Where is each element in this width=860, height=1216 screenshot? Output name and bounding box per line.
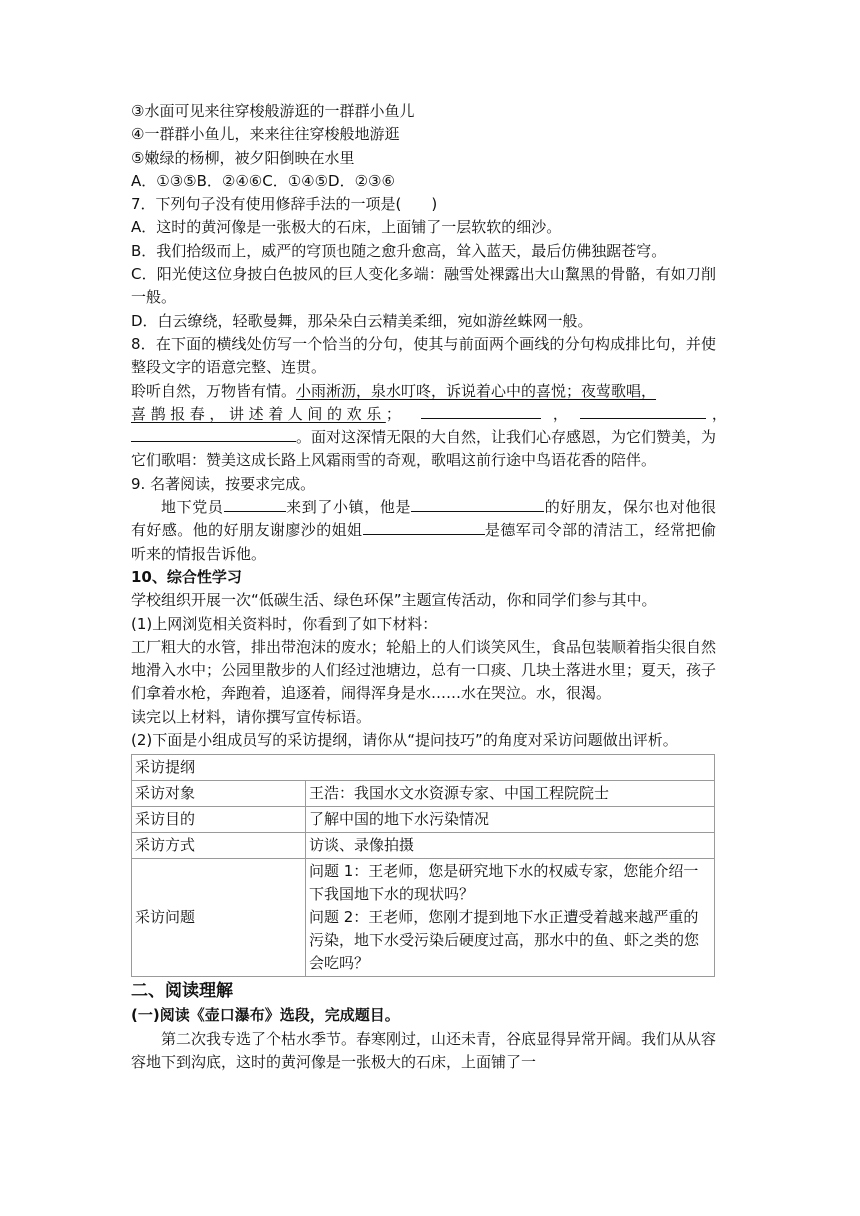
q10-ask: 读完以上材料，请你撰写宣传标语。 — [131, 707, 372, 726]
q9-text-1: 地下党员 — [161, 498, 224, 517]
q8-line2 — [131, 403, 727, 426]
q9-blank-2[interactable] — [411, 497, 544, 512]
q9-blank-1[interactable] — [224, 497, 286, 512]
table-value: 访谈、录像拍摄 — [306, 833, 715, 859]
document-page — [131, 100, 727, 1074]
table-row — [132, 833, 715, 859]
option-4: ④一群群小鱼儿，来来往往穿梭般地游逛 — [131, 125, 400, 144]
q9-text-4: 是德军司令部的清洁工，经常把偷听来的情报告诉他。 — [131, 521, 716, 563]
q9-passage — [131, 496, 716, 566]
q8-blank-1[interactable] — [421, 404, 541, 419]
q9-text-2: 来到了小镇，他是 — [285, 498, 412, 517]
q10-title: 10、综合性学习 — [131, 567, 242, 586]
option-3: ③水面可见来往穿梭般游逛的一群群小鱼儿 — [131, 102, 415, 120]
section2-title: 二、阅读理解 — [131, 981, 233, 1002]
table-value: 了解中国的地下水污染情况 — [306, 807, 715, 833]
interview-question-1: 问题 1：王老师，您是研究地下水的权威专家，您能介绍一下我国地下水的现状吗？ — [309, 862, 699, 904]
q8-line1 — [131, 380, 716, 403]
q7-option-b: B．我们拾级而上，威严的穹顶也随之愈升愈高，耸入蓝天，最后仿佛独踞苍穹。 — [131, 241, 667, 260]
q8-comma-2: ， — [711, 404, 727, 423]
table-key: 采访方式 — [132, 833, 306, 859]
q7-option-d: D．白云缭绕，轻歌曼舞，那朵朵白云精美柔细，宛如游丝蛛网一般。 — [131, 311, 593, 330]
table-key: 采访目的 — [132, 807, 306, 833]
table-key: 采访问题 — [132, 859, 306, 977]
q8-underlined-1: 小雨淅沥，泉水叮咚，诉说着心中的喜悦；夜莺歌唱， — [296, 381, 657, 400]
table-row — [132, 755, 715, 781]
q8-underlined-2: 喜鹊报春，讲述着人间的欢乐 — [131, 404, 386, 423]
q8-stem: 8．在下面的横线处仿写一个恰当的分句，使其与前面两个画线的分句构成排比句，并使整段文字的语意完整、连贯。 — [131, 334, 716, 377]
interview-outline-table — [131, 754, 715, 977]
section2-passage: 第二次我专选了个枯水季节。春寒刚过，山还未青，谷底显得异常开阔。我们从从容容地下到沟底，这时的黄河像是一张极大的石床，上面铺了一 — [131, 1029, 717, 1071]
q9-text-3: 的好朋友，保尔也对他很有好感。他的好朋友谢廖沙的姐姐 — [131, 498, 716, 540]
q10-sub1: (1)上网浏览相关资料时，你看到了如下材料： — [131, 614, 438, 633]
table-row — [132, 807, 715, 833]
table-row — [132, 859, 715, 977]
q8-blank-2[interactable] — [580, 404, 706, 419]
q8-comma-1: ， — [552, 404, 568, 423]
q9-blank-3[interactable] — [363, 520, 485, 535]
q8-lead: 聆听自然，万物皆有情。 — [131, 381, 297, 400]
q10-intro: 学校组织开展一次“低碳生活、绿色环保”主题宣传活动，你和同学们参与其中。 — [131, 591, 657, 610]
table-key: 采访对象 — [132, 781, 306, 807]
table-row — [132, 781, 715, 807]
q8-blank-3[interactable] — [131, 427, 296, 442]
q7-option-a: A．这时的黄河像是一张极大的石床，上面铺了一层软软的细沙。 — [131, 218, 562, 237]
interview-question-2: 问题 2：王老师，您刚才提到地下水正遭受着越来越严重的污染，地下水受污染后硬度过高，那水中的鱼、虾之类的您会吃吗？ — [309, 908, 700, 973]
q7-option-c: C．阳光使这位身披白色披风的巨人变化多端：融雪处裸露出大山黧黑的骨骼，有如刀削一般。 — [131, 265, 716, 307]
q8-line3 — [131, 426, 716, 473]
answer-choices: A．①③⑤B．②④⑥C．①④⑤D．②③⑥ — [131, 171, 395, 190]
table-header: 采访提纲 — [132, 755, 715, 781]
section2-subtitle: (一)阅读《壶口瀑布》选段，完成题目。 — [131, 1006, 400, 1025]
table-questions — [306, 859, 715, 977]
q8-tail: 。面对这深情无限的大自然，让我们心存感恩，为它们赞美，为它们歌唱：赞美这成长路上风霜雨雪的奇观，歌唱这前行途中鸟语花香的陪伴。 — [131, 428, 717, 470]
option-5: ⑤嫩绿的杨柳，被夕阳倒映在水里 — [131, 148, 355, 167]
table-value: 王浩：我国水文水资源专家、中国工程院院士 — [306, 781, 715, 807]
q10-material: 工厂粗大的水管，排出带泡沫的废水；轮船上的人们谈笑风生，食品包装顺着指尖很自然地滑入水中；公园里散步的人们经过池塘边，总有一口痰、几块土落进水里；夏天，孩子们拿着水枪，奔跑着，追逐着，闹得浑身是水……水在哭泣。水，很渴。 — [131, 637, 717, 703]
q9-stem: 9. 名著阅读，按要求完成。 — [131, 474, 316, 493]
q8-semicolon: ； — [385, 404, 401, 423]
q10-sub2: (2)下面是小组成员写的采访提纲，请你从“提问技巧”的角度对采访问题做出评析。 — [131, 731, 678, 750]
q7-stem: 7．下列句子没有使用修辞手法的一项是( ) — [131, 195, 438, 214]
